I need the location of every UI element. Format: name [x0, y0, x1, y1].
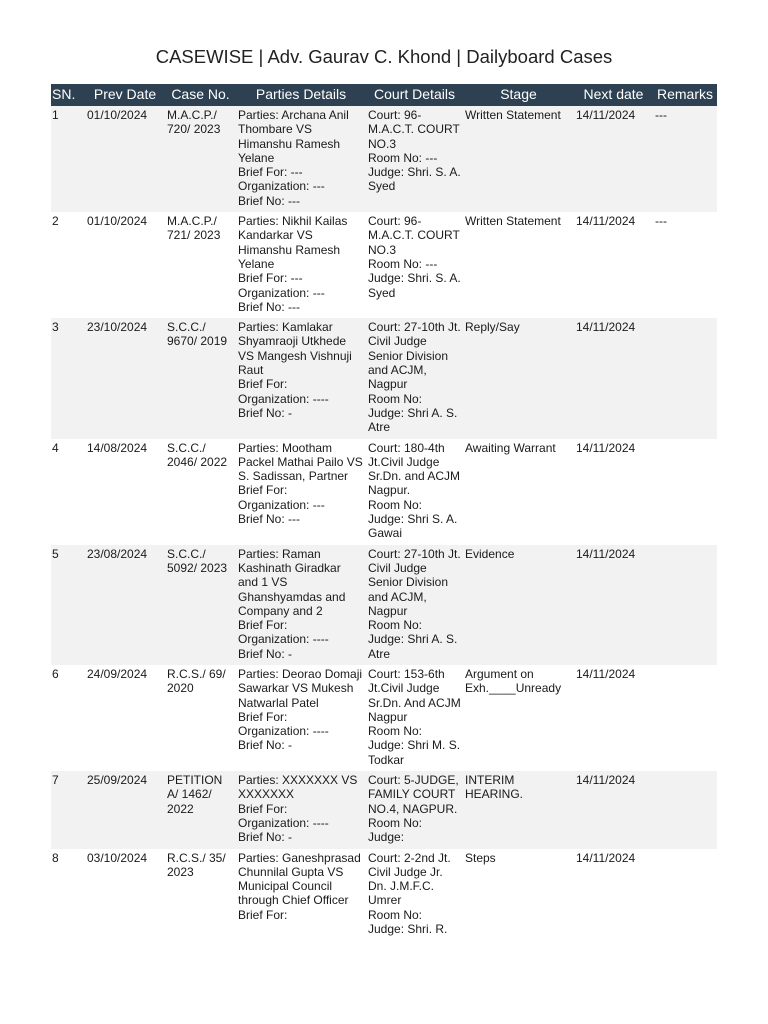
- cell-remarks: [653, 771, 717, 848]
- court-line: Room No:: [368, 391, 423, 406]
- party-line: Brief No: ---: [238, 193, 301, 208]
- cell-parties-details: [236, 771, 366, 848]
- party-line: Brief For:: [238, 377, 288, 392]
- column-header-sn: SN.: [51, 84, 85, 106]
- cell-remarks: [653, 665, 717, 771]
- court-line: Court: 27-10th Jt. Civil Judge Senior Division and ACJM, Nagpur: [368, 320, 461, 392]
- table-row: [51, 545, 717, 665]
- cell-sn: 6: [51, 665, 85, 771]
- party-line: Brief No: ---: [238, 512, 301, 527]
- cell-remarks: ---: [653, 106, 717, 212]
- party-line: Parties: Deorao Domaji Sawarkar VS Mukesh Natwarlal Patel: [238, 666, 363, 710]
- court-line: Room No: ---: [368, 150, 438, 165]
- table-row: [51, 212, 717, 318]
- cell-case-no: M.A.C.P./ 721/ 2023: [165, 212, 236, 318]
- table-row: [51, 849, 717, 941]
- column-header-stage: Stage: [463, 84, 574, 106]
- cell-parties-details: [236, 439, 366, 545]
- court-line: Room No:: [368, 724, 423, 739]
- column-header-prev-date: Prev Date: [85, 84, 165, 106]
- cell-next-date: 14/11/2024: [574, 545, 653, 665]
- dailyboard-cases-table: [51, 84, 717, 940]
- cell-prev-date: 24/09/2024: [85, 665, 165, 771]
- column-header-court-details: Court Details: [366, 84, 463, 106]
- cell-stage: Reply/Say: [463, 318, 574, 438]
- cell-next-date: 14/11/2024: [574, 849, 653, 941]
- cell-next-date: 14/11/2024: [574, 665, 653, 771]
- party-line: Parties: Raman Kashinath Giradkar and 1 VS Ghanshyamdas and Company and 2: [238, 546, 346, 618]
- cell-next-date: 14/11/2024: [574, 212, 653, 318]
- court-line: Judge: Shri A. S. Atre: [368, 632, 458, 661]
- column-header-remarks: Remarks: [653, 84, 717, 106]
- party-line: Brief No: -: [238, 830, 293, 845]
- court-line: Judge: Shri. R.: [368, 922, 448, 937]
- table-row: [51, 318, 717, 438]
- cell-parties-details: [236, 318, 366, 438]
- cell-stage: Steps: [463, 849, 574, 941]
- party-line: Parties: XXXXXXX VS XXXXXXX: [238, 773, 358, 802]
- party-line: Organization: ----: [238, 724, 329, 739]
- cell-prev-date: 01/10/2024: [85, 212, 165, 318]
- party-line: Parties: Nikhil Kailas Kandarkar VS Himanshu Ramesh Yelane: [238, 214, 348, 271]
- court-line: Judge:: [368, 830, 405, 845]
- cell-case-no: S.C.C./ 9670/ 2019: [165, 318, 236, 438]
- cell-sn: 4: [51, 439, 85, 545]
- column-header-case-no: Case No.: [165, 84, 236, 106]
- table-row: [51, 439, 717, 545]
- cell-stage: Written Statement: [463, 212, 574, 318]
- cell-parties-details: [236, 849, 366, 941]
- cell-remarks: [653, 439, 717, 545]
- party-line: Brief For:: [238, 907, 288, 922]
- table-row: [51, 771, 717, 848]
- cell-sn: 5: [51, 545, 85, 665]
- table-row: [51, 665, 717, 771]
- cell-prev-date: 14/08/2024: [85, 439, 165, 545]
- cell-stage: Evidence: [463, 545, 574, 665]
- party-line: Organization: ---: [238, 285, 325, 300]
- column-header-next-date: Next date: [574, 84, 653, 106]
- cell-case-no: R.C.S./ 35/ 2023: [165, 849, 236, 941]
- cell-prev-date: 01/10/2024: [85, 106, 165, 212]
- cell-stage: Awaiting Warrant: [463, 439, 574, 545]
- cell-court-details: [366, 106, 463, 212]
- cell-sn: 1: [51, 106, 85, 212]
- cell-next-date: 14/11/2024: [574, 439, 653, 545]
- court-line: Judge: Shri M. S. Todkar: [368, 738, 461, 767]
- cell-prev-date: 03/10/2024: [85, 849, 165, 941]
- cell-case-no: M.A.C.P./ 720/ 2023: [165, 106, 236, 212]
- party-line: Parties: Mootham Packel Mathai Pailo VS S. Sadissan, Partner: [238, 440, 363, 484]
- cell-stage: INTERIM HEARING.: [463, 771, 574, 848]
- party-line: Brief For:: [238, 801, 288, 816]
- party-line: Brief No: -: [238, 405, 293, 420]
- cell-parties-details: [236, 212, 366, 318]
- party-line: Brief For: ---: [238, 165, 303, 180]
- court-line: Room No:: [368, 907, 423, 922]
- cell-prev-date: 23/08/2024: [85, 545, 165, 665]
- party-line: Organization: ---: [238, 179, 325, 194]
- cell-prev-date: 23/10/2024: [85, 318, 165, 438]
- court-line: Judge: Shri S. A. Gawai: [368, 512, 458, 541]
- court-line: Room No: ---: [368, 256, 438, 271]
- cell-case-no: PETITION A/ 1462/ 2022: [165, 771, 236, 848]
- court-line: Room No:: [368, 497, 423, 512]
- cell-sn: 8: [51, 849, 85, 941]
- party-line: Brief For:: [238, 483, 288, 498]
- table-body: [51, 106, 717, 940]
- cell-remarks: ---: [653, 212, 717, 318]
- cell-court-details: [366, 212, 463, 318]
- court-line: Court: 2-2nd Jt. Civil Judge Jr. Dn. J.M.F.C. Umrer: [368, 850, 451, 908]
- cell-court-details: [366, 439, 463, 545]
- cell-next-date: 14/11/2024: [574, 771, 653, 848]
- cell-court-details: [366, 545, 463, 665]
- party-line: Brief No: -: [238, 646, 293, 661]
- cell-next-date: 14/11/2024: [574, 106, 653, 212]
- party-line: Brief No: -: [238, 738, 293, 753]
- cell-court-details: [366, 318, 463, 438]
- cell-court-details: [366, 665, 463, 771]
- cell-case-no: S.C.C./ 5092/ 2023: [165, 545, 236, 665]
- court-line: Court: 27-10th Jt. Civil Judge Senior Division and ACJM, Nagpur: [368, 546, 461, 618]
- court-line: Court: 180-4th Jt.Civil Judge Sr.Dn. and ACJM Nagpur.: [368, 440, 461, 498]
- cell-sn: 3: [51, 318, 85, 438]
- cell-court-details: [366, 771, 463, 848]
- cell-case-no: R.C.S./ 69/ 2020: [165, 665, 236, 771]
- cell-remarks: [653, 849, 717, 941]
- court-line: Room No:: [368, 815, 423, 830]
- table-header-row: [51, 84, 717, 106]
- party-line: Organization: ---: [238, 497, 325, 512]
- court-line: Court: 96-M.A.C.T. COURT NO.3: [368, 108, 460, 151]
- cell-next-date: 14/11/2024: [574, 318, 653, 438]
- party-line: Organization: ----: [238, 815, 329, 830]
- cell-court-details: [366, 849, 463, 941]
- party-line: Parties: Ganeshprasad Chunnilal Gupta VS Municipal Council through Chief Officer: [238, 850, 361, 908]
- cell-case-no: S.C.C./ 2046/ 2022: [165, 439, 236, 545]
- court-line: Judge: Shri. S. A. Syed: [368, 165, 461, 194]
- cell-sn: 7: [51, 771, 85, 848]
- party-line: Organization: ----: [238, 632, 329, 647]
- court-line: Room No:: [368, 618, 423, 633]
- cell-parties-details: [236, 665, 366, 771]
- cell-remarks: [653, 318, 717, 438]
- cell-prev-date: 25/09/2024: [85, 771, 165, 848]
- cell-parties-details: [236, 545, 366, 665]
- party-line: Parties: Kamlakar Shyamraoji Utkhede VS Mangesh Vishnuji Raut: [238, 320, 352, 378]
- party-line: Parties: Archana Anil Thombare VS Himanshu Ramesh Yelane: [238, 108, 349, 165]
- cell-stage: Written Statement: [463, 106, 574, 212]
- court-line: Court: 153-6th Jt.Civil Judge Sr.Dn. And ACJM Nagpur: [368, 666, 461, 724]
- column-header-parties-details: Parties Details: [236, 84, 366, 106]
- party-line: Brief No: ---: [238, 299, 301, 314]
- cell-stage: Argument on Exh.____Unready: [463, 665, 574, 771]
- party-line: Brief For: ---: [238, 271, 303, 286]
- court-line: Court: 96-M.A.C.T. COURT NO.3: [368, 214, 460, 257]
- cell-remarks: [653, 545, 717, 665]
- party-line: Organization: ----: [238, 391, 329, 406]
- court-line: Judge: Shri A. S. Atre: [368, 405, 458, 435]
- table-row: [51, 106, 717, 212]
- court-line: Judge: Shri. S. A. Syed: [368, 271, 461, 300]
- party-line: Brief For:: [238, 709, 288, 724]
- page-title: CASEWISE | Adv. Gaurav C. Khond | Dailyboard Cases: [155, 46, 613, 67]
- cell-parties-details: [236, 106, 366, 212]
- cell-sn: 2: [51, 212, 85, 318]
- court-line: Court: 5-JUDGE, FAMILY COURT NO.4, NAGPUR.: [368, 773, 459, 816]
- party-line: Brief For:: [238, 618, 288, 633]
